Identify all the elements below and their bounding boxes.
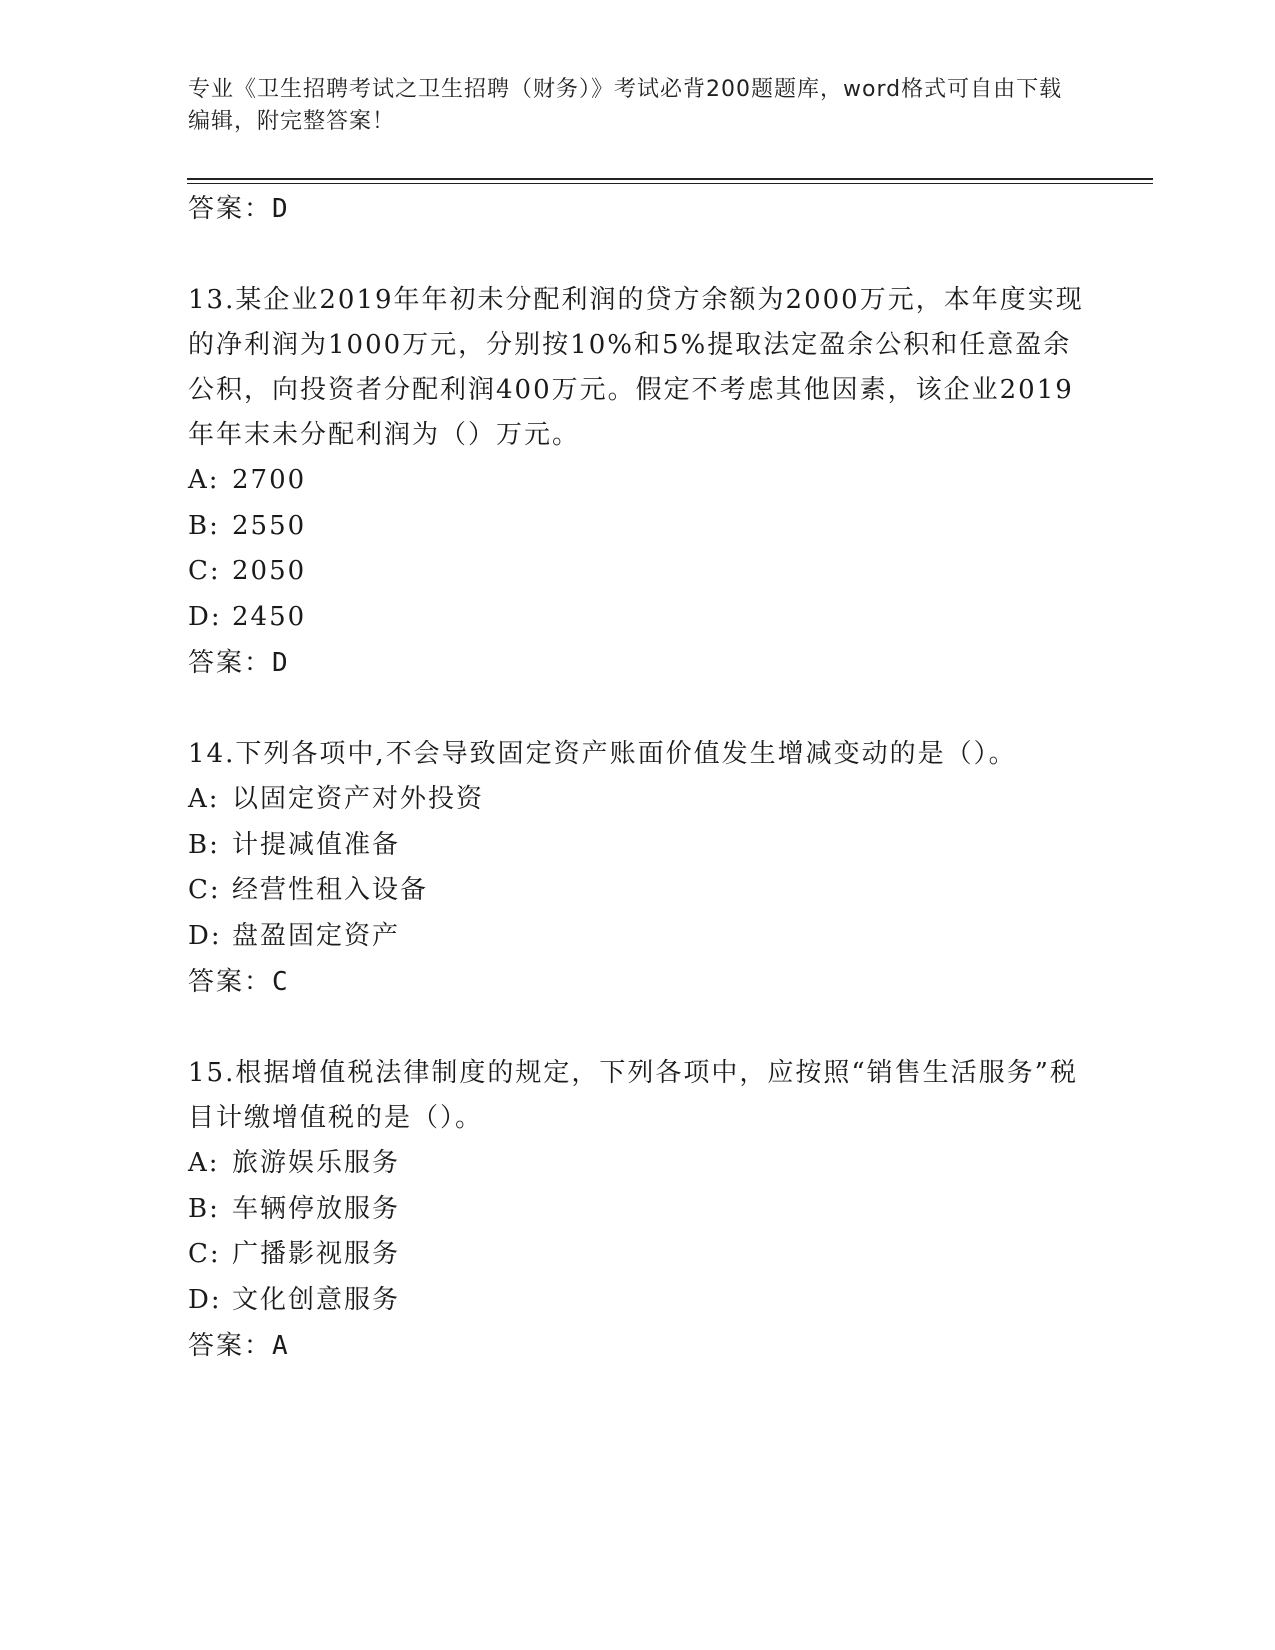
option-text: 以固定资产对外投资	[232, 784, 485, 814]
option-text: 2550	[232, 510, 307, 541]
option-text: 车辆停放服务	[232, 1193, 401, 1224]
answer-line	[188, 959, 1088, 1005]
answer-label: 答案：	[188, 648, 273, 678]
question-text: 根据增值税法律制度的规定，下列各项中，应按照“销售生活服务”税目计缴增值税的是（）。	[188, 1058, 1078, 1133]
option-a	[188, 458, 1088, 504]
option-key: A:	[188, 465, 220, 495]
option-c	[188, 1232, 1088, 1278]
option-key: A:	[188, 784, 220, 814]
option-text: 经营性租入设备	[232, 875, 429, 905]
question-stem	[188, 732, 1088, 777]
answer-value: C	[272, 967, 289, 997]
question-list	[188, 186, 1088, 1369]
option-text: 盘盈固定资产	[232, 920, 401, 951]
question-text: 下列各项中,不会导致固定资产账面价值发生增减变动的是（）。	[235, 739, 1017, 769]
answer-line	[188, 186, 1088, 232]
option-b	[188, 823, 1088, 869]
question-number: 14.	[188, 739, 236, 769]
answer-value: A	[272, 1331, 289, 1361]
option-d	[188, 595, 1088, 641]
spacer	[188, 1005, 1088, 1051]
question-stem	[188, 1051, 1088, 1141]
question-block	[188, 278, 1088, 686]
option-a	[188, 777, 1088, 823]
option-text: 2050	[232, 556, 307, 586]
question-block	[188, 1051, 1088, 1369]
question-block	[188, 732, 1088, 1005]
question-text: 某企业2019年年初未分配利润的贷方余额为2000万元，本年度实现的净利润为1000万元，分别按10%和5%提取法定盈余公积和任意盈余公积，向投资者分配利润400万元。假定不考虑其他因素，该企业2019年年末未分配利润为（）万元。	[188, 285, 1084, 450]
option-c	[188, 868, 1088, 914]
answer-line	[188, 1323, 1088, 1369]
question-number: 13.	[188, 285, 236, 315]
option-b	[188, 1187, 1088, 1233]
option-a	[188, 1141, 1088, 1187]
option-d	[188, 1278, 1088, 1324]
answer-label: 答案：	[188, 194, 273, 224]
option-key: C:	[188, 556, 221, 586]
option-key: D:	[188, 920, 222, 951]
answer-label: 答案：	[188, 967, 273, 997]
option-key: D:	[188, 601, 222, 632]
spacer	[188, 686, 1088, 732]
option-key: C:	[188, 875, 221, 905]
question-stem	[188, 278, 1088, 458]
answer-label: 答案：	[188, 1331, 273, 1361]
answer-value: D	[272, 648, 289, 678]
option-text: 计提减值准备	[232, 829, 401, 860]
answer-value: D	[272, 194, 289, 224]
option-c	[188, 549, 1088, 595]
option-text: 2700	[232, 465, 307, 495]
option-key: A:	[188, 1148, 220, 1178]
option-text: 广播影视服务	[232, 1239, 401, 1269]
option-text: 2450	[232, 601, 307, 632]
question-number: 15.	[188, 1058, 236, 1088]
document-header: 专业《卫生招聘考试之卫生招聘（财务）》考试必背200题题库，word格式可自由下载编辑，附完整答案！	[188, 77, 1063, 134]
option-d	[188, 914, 1088, 960]
option-key: D:	[188, 1284, 222, 1315]
option-key: B:	[188, 1193, 220, 1224]
header-divider-thin	[187, 183, 1153, 184]
option-text: 旅游娱乐服务	[232, 1148, 401, 1178]
answer-line	[188, 640, 1088, 686]
spacer	[188, 232, 1088, 278]
option-text: 文化创意服务	[232, 1284, 401, 1315]
option-key: B:	[188, 829, 220, 860]
option-b	[188, 504, 1088, 550]
header-divider-thick	[187, 178, 1153, 180]
option-key: C:	[188, 1239, 221, 1269]
option-key: B:	[188, 510, 220, 541]
